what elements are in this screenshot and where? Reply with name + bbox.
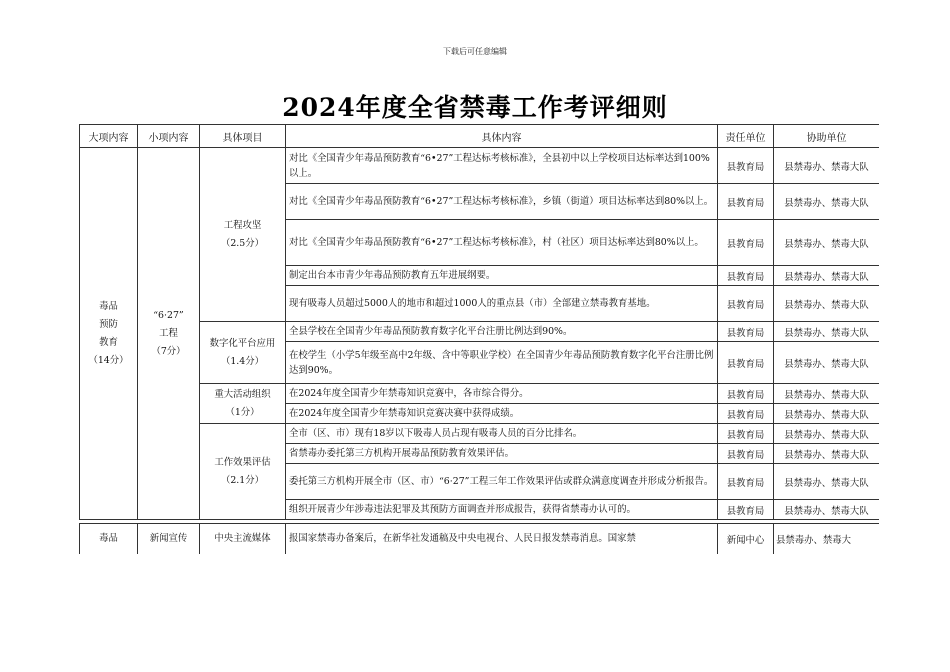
assisting-unit-cell: 县禁毒办、禁毒大队 — [774, 184, 880, 220]
major-item-cell: 毒品 预防 教育 （14分） — [80, 148, 138, 520]
project-cell: 数字化平台应用 （1.4分） — [200, 322, 286, 384]
responsible-unit-cell: 县教育局 — [718, 286, 774, 322]
responsible-unit-cell: 新闻中心 — [718, 524, 774, 554]
responsible-unit-cell: 县教育局 — [718, 500, 774, 520]
assisting-unit-cell: 县禁毒办、禁毒大队 — [774, 404, 880, 424]
content-cell: 对比《全国青少年毒品预防教育“6•27”工程达标考核标准》，村（社区）项目达标率达到80%以上。 — [286, 220, 718, 266]
responsible-unit-cell: 县教育局 — [718, 184, 774, 220]
minor-item-cell: “6·27” 工程 （7分） — [138, 148, 200, 520]
content-cell: 对比《全国青少年毒品预防教育“6•27”工程达标考核标准》，乡镇（街道）项目达标率达到80%以上。 — [286, 184, 718, 220]
assisting-unit-cell: 县禁毒办、禁毒大队 — [774, 266, 880, 286]
header-note: 下载后可任意编辑 — [443, 47, 507, 56]
assisting-unit-cell: 县禁毒办、禁毒大队 — [774, 148, 880, 184]
table-header-row — [80, 125, 880, 148]
content-cell: 对比《全国青少年毒品预防教育“6•27”工程达标考核标准》，全县初中以上学校项目达标率达到100%以上。 — [286, 148, 718, 184]
table-row — [80, 148, 880, 184]
minor-item-cell: 新闻宣传 — [138, 524, 200, 554]
assisting-unit-cell: 县禁毒办、禁毒大队 — [774, 500, 880, 520]
evaluation-table-container — [79, 124, 879, 594]
responsible-unit-cell: 县教育局 — [718, 322, 774, 342]
document-title: 2024年度全省禁毒工作考评细则 — [282, 93, 668, 122]
table-row — [80, 322, 880, 342]
assisting-unit-cell: 县禁毒办、禁毒大队 — [774, 464, 880, 500]
assisting-unit-cell: 县禁毒办、禁毒大队 — [774, 424, 880, 444]
assisting-unit-cell: 县禁毒办、禁毒大 — [774, 524, 880, 554]
assisting-unit-cell: 县禁毒办、禁毒大队 — [774, 286, 880, 322]
responsible-unit-cell: 县教育局 — [718, 148, 774, 184]
table-row — [80, 524, 880, 554]
table-row — [80, 424, 880, 444]
assisting-unit-cell: 县禁毒办、禁毒大队 — [774, 220, 880, 266]
content-cell: 报国家禁毒办备案后，在新华社发通稿及中央电视台、人民日报发禁毒消息。国家禁 — [286, 524, 718, 554]
major-item-cell: 毒品 — [80, 524, 138, 554]
col-header-assisting-unit: 协助单位 — [774, 125, 880, 148]
col-header-minor: 小项内容 — [138, 125, 200, 148]
evaluation-table — [79, 124, 879, 554]
table-row — [80, 384, 880, 404]
content-cell: 现有吸毒人员超过5000人的地市和超过1000人的重点县（市）全部建立禁毒教育基地。 — [286, 286, 718, 322]
project-cell: 重大活动组织 （1分） — [200, 384, 286, 424]
responsible-unit-cell: 县教育局 — [718, 424, 774, 444]
content-cell: 在校学生（小学5年级至高中2年级、含中等职业学校）在全国青少年毒品预防教育数字化平台注册比例达到90%。 — [286, 342, 718, 384]
col-header-major: 大项内容 — [80, 125, 138, 148]
responsible-unit-cell: 县教育局 — [718, 404, 774, 424]
project-cell: 工作效果评估 （2.1分） — [200, 424, 286, 520]
col-header-project: 具体项目 — [200, 125, 286, 148]
content-cell: 制定出台本市青少年毒品预防教育五年进展纲要。 — [286, 266, 718, 286]
content-cell: 省禁毒办委托第三方机构开展毒品预防教育效果评估。 — [286, 444, 718, 464]
responsible-unit-cell: 县教育局 — [718, 342, 774, 384]
assisting-unit-cell: 县禁毒办、禁毒大队 — [774, 342, 880, 384]
assisting-unit-cell: 县禁毒办、禁毒大队 — [774, 444, 880, 464]
content-cell: 在2024年度全国青少年禁毒知识竞赛决赛中获得成绩。 — [286, 404, 718, 424]
content-cell: 全县学校在全国青少年毒品预防教育数字化平台注册比例达到90%。 — [286, 322, 718, 342]
responsible-unit-cell: 县教育局 — [718, 464, 774, 500]
assisting-unit-cell: 县禁毒办、禁毒大队 — [774, 384, 880, 404]
assisting-unit-cell: 县禁毒办、禁毒大队 — [774, 322, 880, 342]
col-header-responsible-unit: 责任单位 — [718, 125, 774, 148]
responsible-unit-cell: 县教育局 — [718, 220, 774, 266]
responsible-unit-cell: 县教育局 — [718, 444, 774, 464]
content-cell: 全市（区、市）现有18岁以下吸毒人员占现有吸毒人员的百分比排名。 — [286, 424, 718, 444]
content-cell: 组织开展青少年涉毒违法犯罪及其预防方面调查并形成报告，获得省禁毒办认可的。 — [286, 500, 718, 520]
responsible-unit-cell: 县教育局 — [718, 384, 774, 404]
responsible-unit-cell: 县教育局 — [718, 266, 774, 286]
content-cell: 委托第三方机构开展全市（区、市）“6·27”工程三年工作效果评估或群众满意度调查并形成分析报告。 — [286, 464, 718, 500]
content-cell: 在2024年度全国青少年禁毒知识竞赛中，各市综合得分。 — [286, 384, 718, 404]
col-header-content: 具体内容 — [286, 125, 718, 148]
project-cell: 中央主流媒体 — [200, 524, 286, 554]
project-cell: 工程攻坚 （2.5分） — [200, 148, 286, 322]
